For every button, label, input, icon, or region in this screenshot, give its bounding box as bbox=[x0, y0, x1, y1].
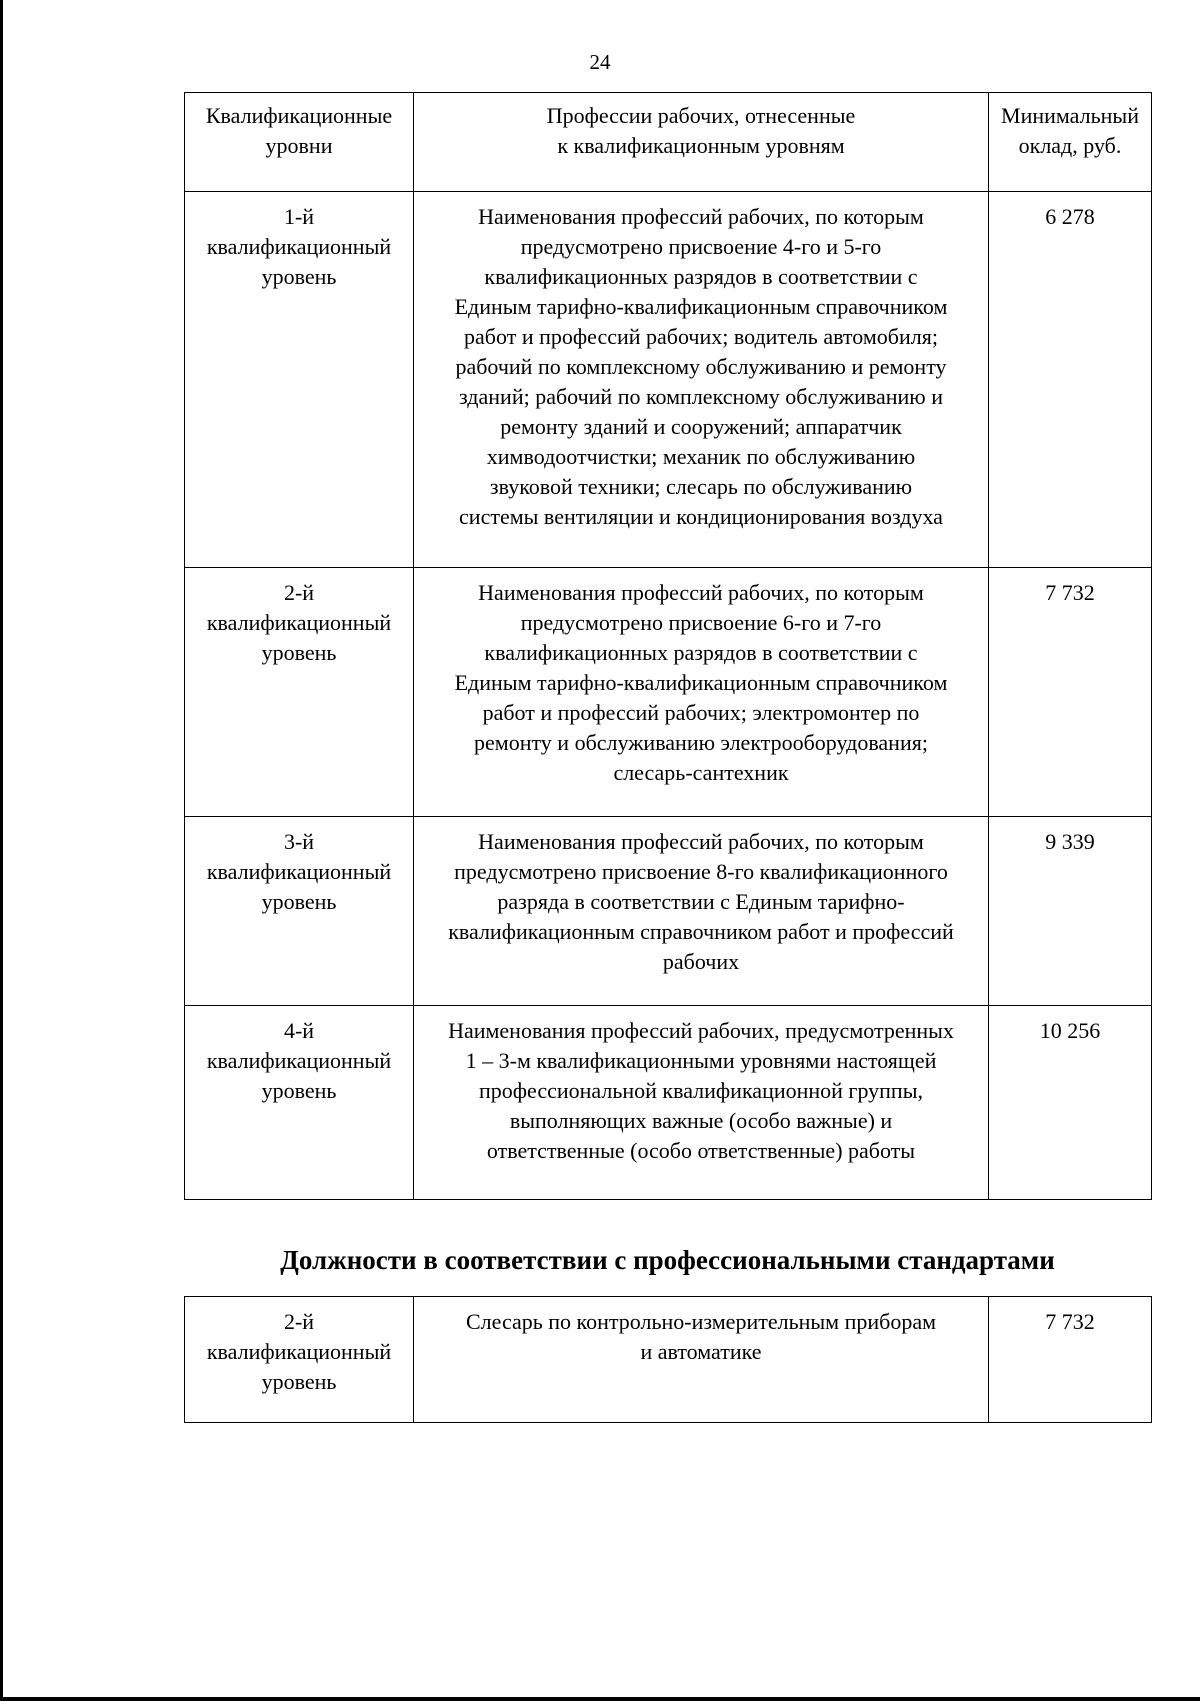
qualification-levels-table bbox=[184, 92, 1152, 1200]
scan-border-bottom bbox=[0, 1697, 1200, 1701]
salary-cell: 7 732 bbox=[989, 1297, 1152, 1423]
level-cell: 3-й квалификационный уровень bbox=[185, 817, 414, 1006]
professions-cell: Наименования профессий рабочих, предусмотренных 1 – 3-м квалификационными уровнями настоящей профессиональной квалификационной группы, выполняющих важные (особо важные) и ответственные (особо ответственные) работы bbox=[414, 1006, 989, 1200]
section-heading: Должности в соответствии с профессиональными стандартами bbox=[280, 1245, 1055, 1275]
professions-cell: Наименования профессий рабочих, по которым предусмотрено присвоение 6-го и 7-го квалификационных разрядов в соответствии с Единым тарифно-квалификационным справочником работ и профессий рабочих; электромонтер по ремонту и обслуживанию электрооборудования; слесарь-сантехник bbox=[414, 568, 989, 817]
header-qualification-levels: Квалификационные уровни bbox=[185, 93, 414, 192]
table-row bbox=[185, 192, 1152, 568]
table-row bbox=[185, 817, 1152, 1006]
scan-border-left bbox=[0, 0, 3, 1701]
header-min-salary: Минимальный оклад, руб. bbox=[989, 93, 1152, 192]
salary-cell: 9 339 bbox=[989, 817, 1152, 1006]
level-cell: 2-й квалификационный уровень bbox=[185, 1297, 414, 1423]
page-number: 24 bbox=[589, 50, 611, 74]
level-cell: 4-й квалификационный уровень bbox=[185, 1006, 414, 1200]
professions-cell: Наименования профессий рабочих, по которым предусмотрено присвоение 4-го и 5-го квалификационных разрядов в соответствии с Единым тарифно-квалификационным справочником работ и профессий рабочих; водитель автомобиля; рабочий по комплексному обслуживанию и ремонту зданий; рабочий по комплексному обслуживанию и ремонту зданий и сооружений; аппаратчик химводоотчистки; механик по обслуживанию звуковой техники; слесарь по обслуживанию системы вентиляции и кондиционирования воздуха bbox=[414, 192, 989, 568]
professions-cell: Наименования профессий рабочих, по которым предусмотрено присвоение 8-го квалификационного разряда в соответствии с Единым тарифно- квалификационным справочником работ и профессий рабочих bbox=[414, 817, 989, 1006]
table-header-row bbox=[185, 93, 1152, 192]
table-row bbox=[185, 1297, 1152, 1423]
header-professions: Профессии рабочих, отнесенные к квалификационным уровням bbox=[414, 93, 989, 192]
level-cell: 2-й квалификационный уровень bbox=[185, 568, 414, 817]
salary-cell: 10 256 bbox=[989, 1006, 1152, 1200]
professional-standards-table bbox=[184, 1296, 1152, 1423]
professions-cell: Слесарь по контрольно-измерительным приборам и автоматике bbox=[414, 1297, 989, 1423]
table-row bbox=[185, 1006, 1152, 1200]
salary-cell: 6 278 bbox=[989, 192, 1152, 568]
table-row bbox=[185, 568, 1152, 817]
level-cell: 1-й квалификационный уровень bbox=[185, 192, 414, 568]
salary-cell: 7 732 bbox=[989, 568, 1152, 817]
